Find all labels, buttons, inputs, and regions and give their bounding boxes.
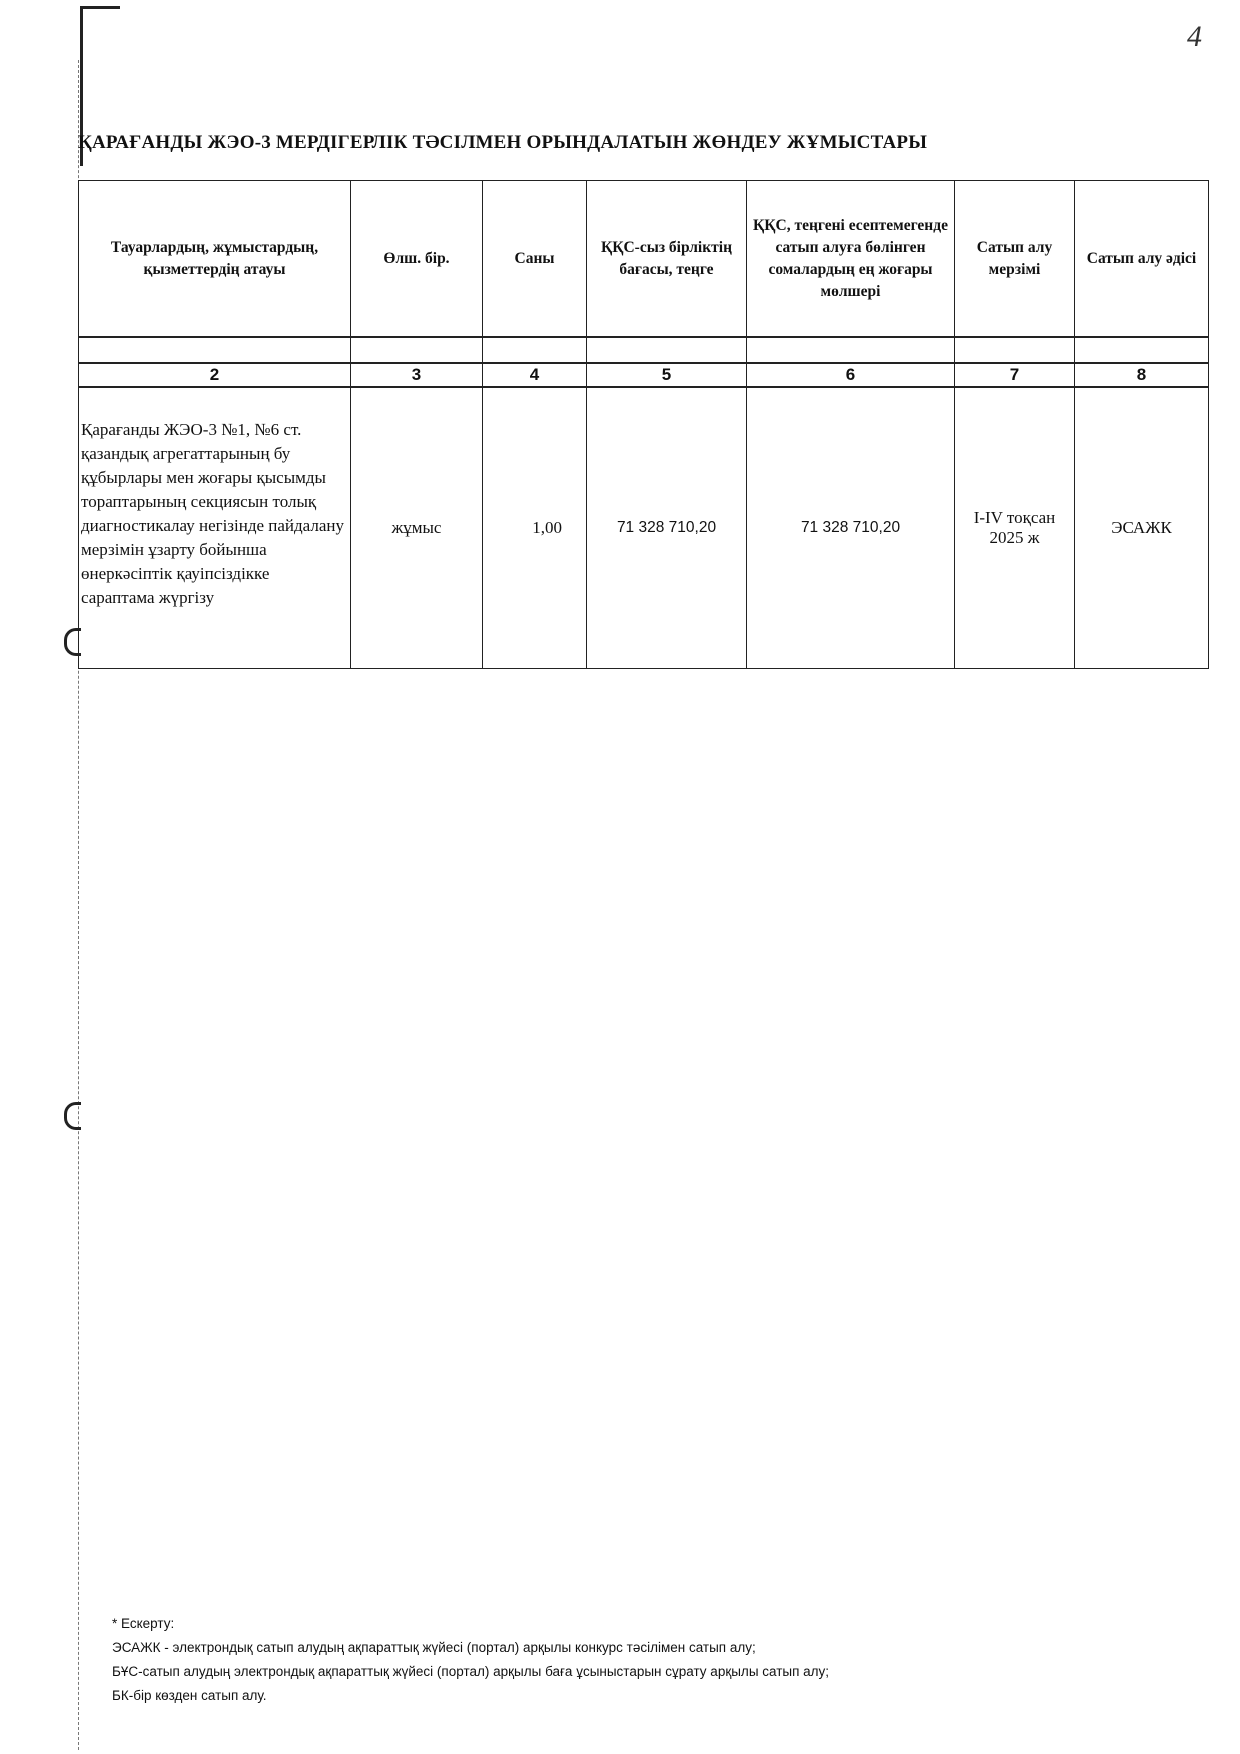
blank-cell: [351, 337, 483, 363]
table-blank-row: [79, 337, 1209, 363]
footnote: [112, 1612, 829, 1708]
cell-unit: жұмыс: [351, 387, 483, 669]
blank-cell: [587, 337, 747, 363]
footnote-line: БК-бір көзден сатып алу.: [112, 1688, 267, 1703]
header-period: Сатып алу мерзімі: [955, 181, 1075, 338]
cell-unit-price: 71 328 710,20: [587, 387, 747, 669]
column-number: 7: [955, 363, 1075, 387]
cell-period: [955, 387, 1075, 669]
cell-name: Қарағанды ЖЭО-3 №1, №6 ст. қазандық агрегаттарының бу құбырлары мен жоғары қысымды тораптарының секциясын толық диагностикалау негізінде пайдалану мерзімін ұзарту бойынша өнеркәсіптік қауіпсіздікке сараптама жүргізу: [79, 387, 351, 669]
table-header-row: [79, 181, 1209, 338]
cell-quantity: 1,00: [483, 387, 587, 669]
page-number: 4: [1187, 20, 1202, 53]
blank-cell: [747, 337, 955, 363]
cell-method: ЭСАЖК: [1075, 387, 1209, 669]
blank-cell: [483, 337, 587, 363]
header-max-amount: ҚҚС, теңгені есептемегенде сатып алуға бөлінген сомалардың ең жоғары мөлшері: [747, 181, 955, 338]
header-quantity: Саны: [483, 181, 587, 338]
blank-cell: [79, 337, 351, 363]
column-number: 8: [1075, 363, 1209, 387]
header-name: Тауарлардың, жұмыстардың, қызметтердің атауы: [79, 181, 351, 338]
header-method: Сатып алу әдісі: [1075, 181, 1209, 338]
blank-cell: [955, 337, 1075, 363]
document-title: ҚАРАҒАНДЫ ЖЭО-3 МЕРДІГЕРЛІК ТӘСІЛМЕН ОРЫНДАЛАТЫН ЖӨНДЕУ ЖҰМЫСТАРЫ: [78, 132, 928, 153]
footnote-line: БҰС-сатып алудың электрондық ақпараттық жүйесі (портал) арқылы баға ұсыныстарын сұрату арқылы сатып алу;: [112, 1664, 830, 1679]
table-row: [79, 387, 1209, 669]
column-number: 4: [483, 363, 587, 387]
header-unit-price: ҚҚС-сыз бірліктің бағасы, теңге: [587, 181, 747, 338]
punch-hole-icon: [64, 1102, 81, 1130]
column-number: 5: [587, 363, 747, 387]
period-year: 2025 ж: [989, 528, 1040, 547]
column-number-row: [79, 363, 1209, 387]
column-number: 6: [747, 363, 955, 387]
blank-cell: [1075, 337, 1209, 363]
footnote-line: ЭСАЖК - электрондық сатып алудың ақпараттық жүйесі (портал) арқылы конкурс тәсілімен сатып алу;: [112, 1640, 756, 1655]
column-number: 3: [351, 363, 483, 387]
cell-max-amount: 71 328 710,20: [747, 387, 955, 669]
period-quarter: I-IV тоқсан: [973, 508, 1056, 527]
column-number: 2: [79, 363, 351, 387]
procurement-table: [78, 180, 1209, 669]
header-unit: Өлш. бір.: [351, 181, 483, 338]
footnote-heading: * Ескерту:: [112, 1616, 175, 1631]
scan-corner-mark: [80, 6, 120, 9]
